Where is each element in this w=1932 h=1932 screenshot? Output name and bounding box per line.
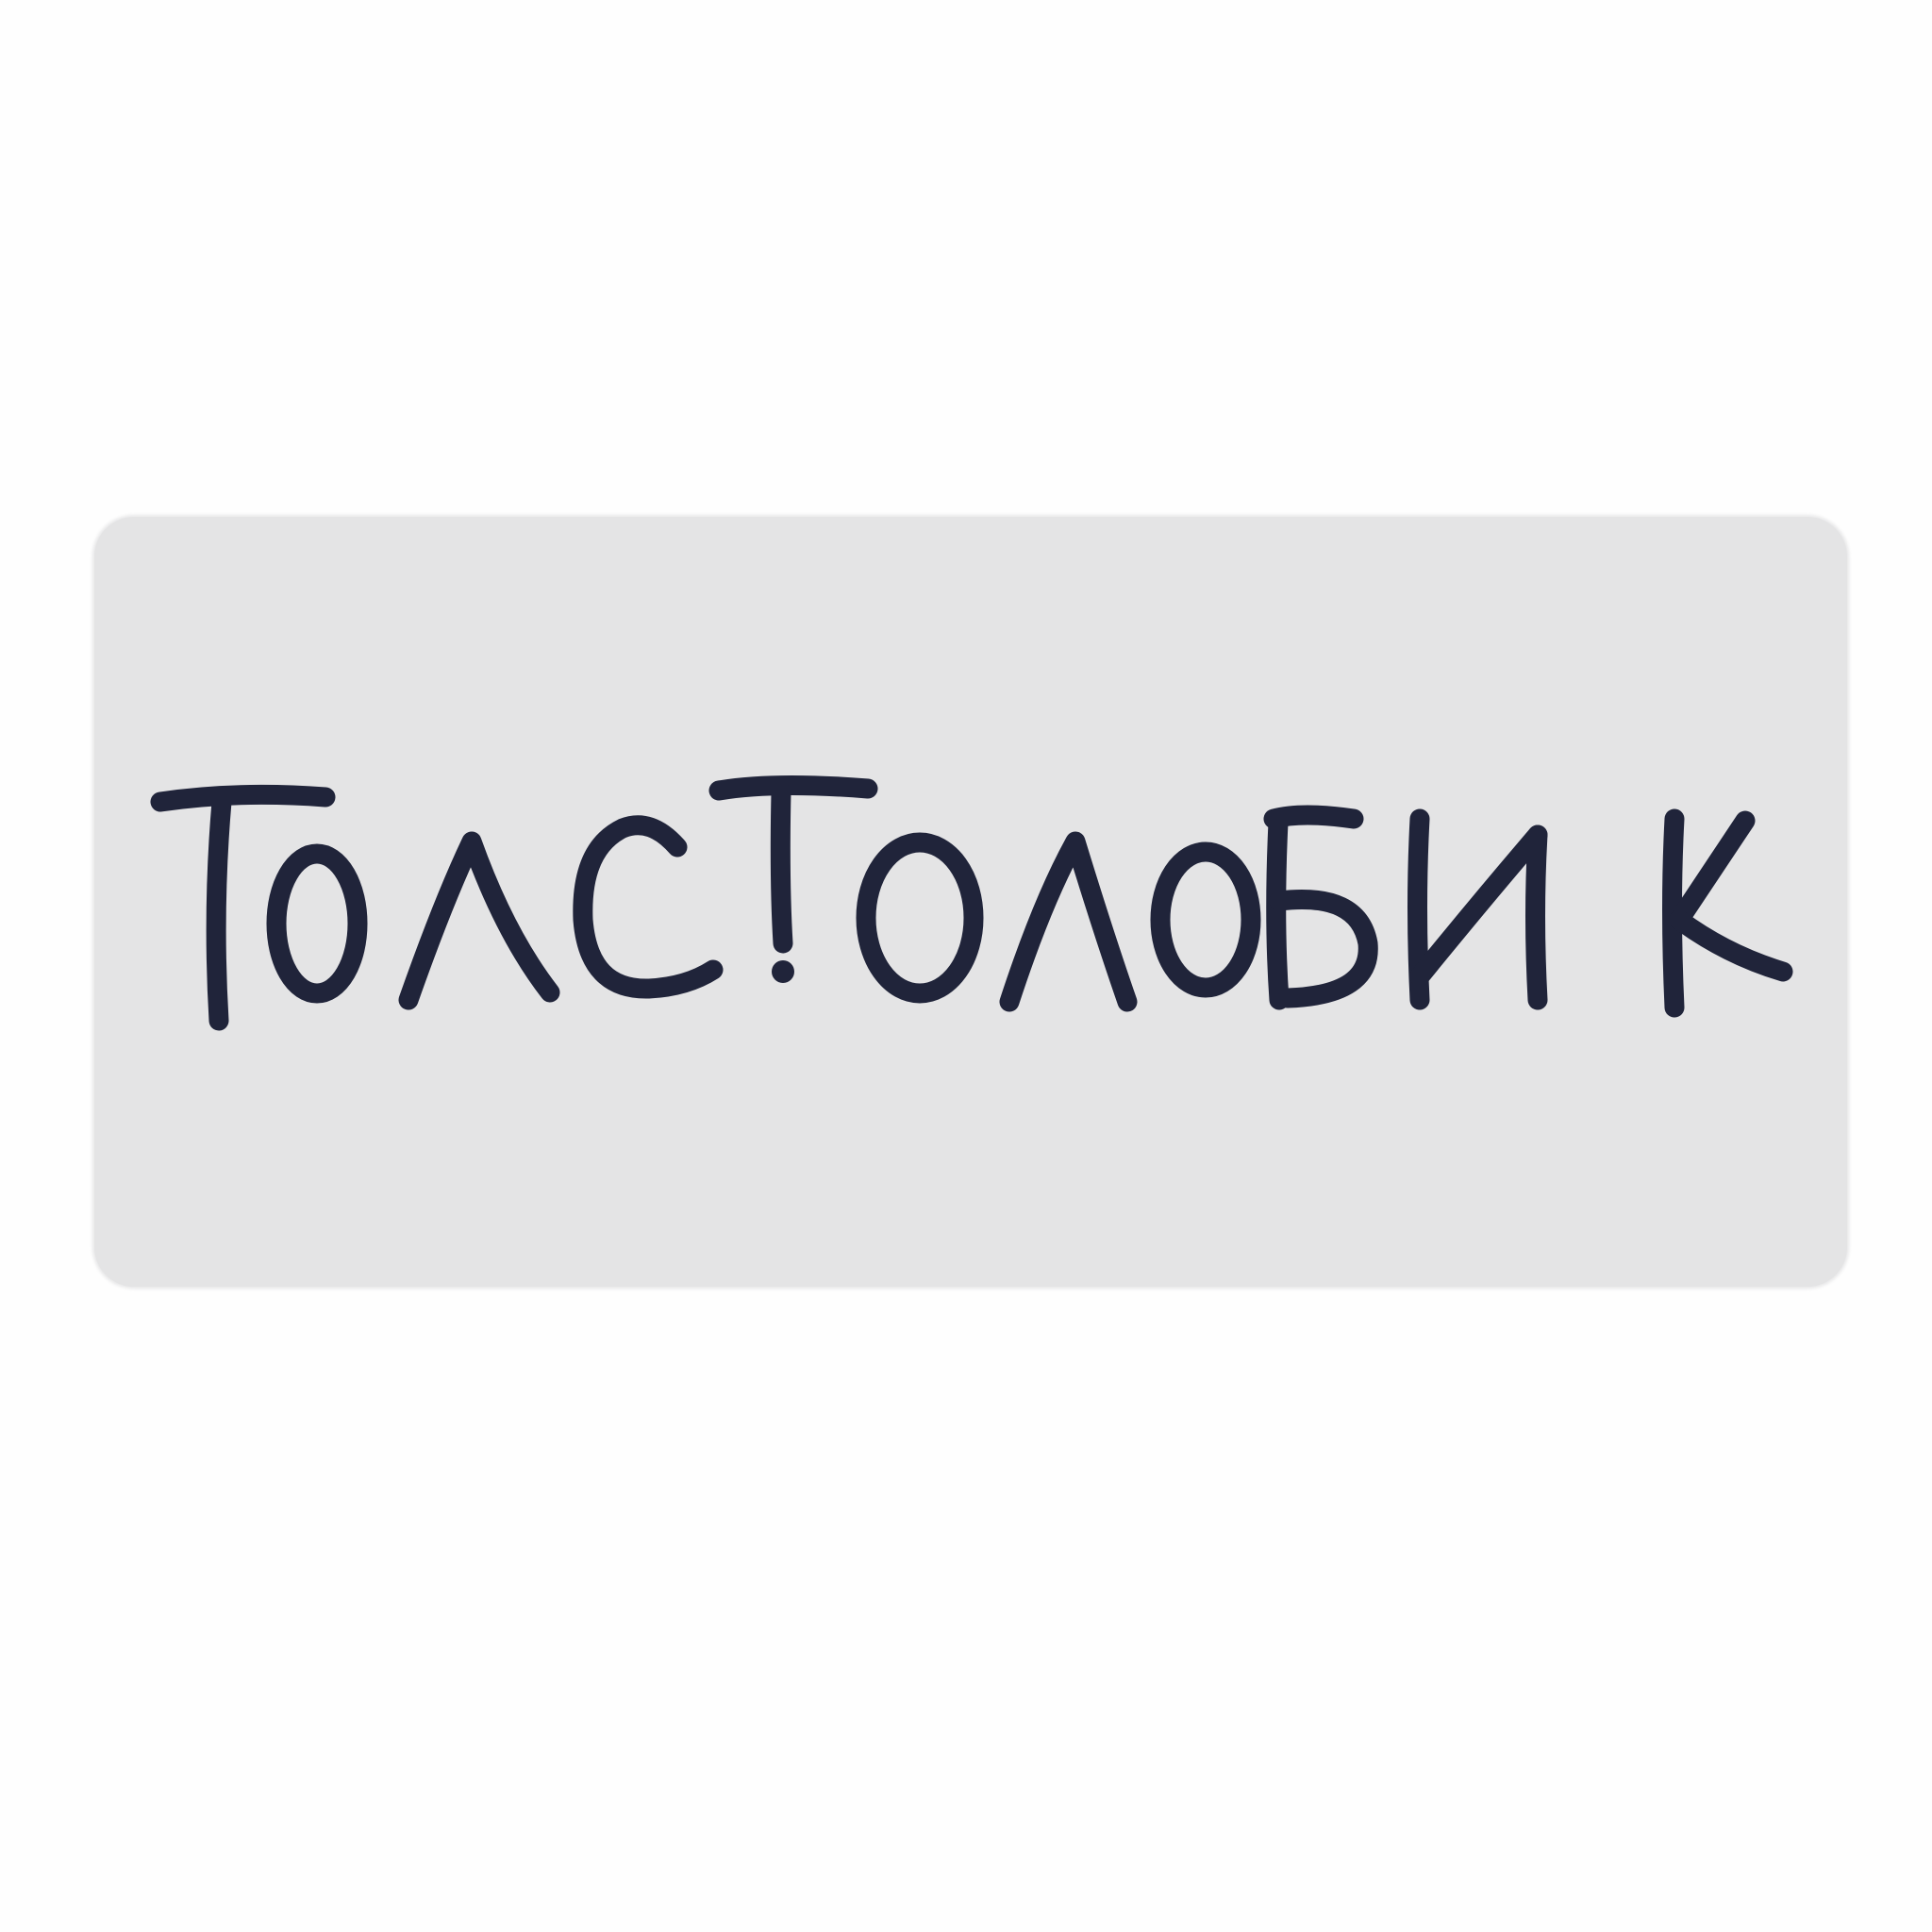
letter-el-2	[1009, 841, 1127, 1002]
letter-el-1	[408, 841, 550, 1000]
letter-be	[1274, 815, 1368, 1000]
letter-ka	[1673, 819, 1784, 1008]
letter-i	[1418, 819, 1539, 1000]
letter-o-2	[866, 842, 974, 993]
letter-o-1	[276, 854, 358, 993]
letter-o-3	[1160, 852, 1251, 988]
letter-es	[583, 825, 713, 989]
letter-te-2	[719, 785, 868, 983]
